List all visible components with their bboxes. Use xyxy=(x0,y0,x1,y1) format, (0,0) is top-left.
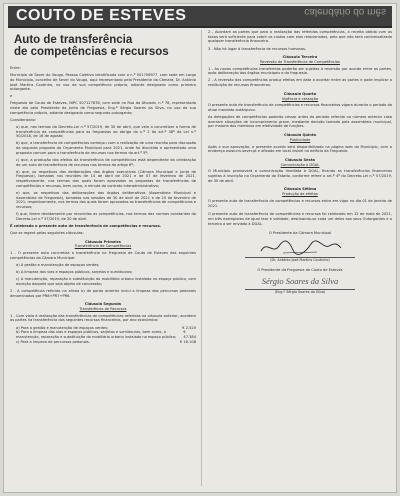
document-title xyxy=(14,34,196,58)
section-title: COUTO DE ESTEVES xyxy=(16,7,187,24)
clause-heading: Publicidade xyxy=(289,137,311,142)
clause-heading: Produção de efeitos xyxy=(282,192,318,197)
amount-label: c) Para a limpeza de percursos pedonais. xyxy=(16,339,90,344)
mayor-signature-image xyxy=(255,237,345,257)
celebration-statement: É celebrado o presente auto de transferência de competências e recursos. xyxy=(10,223,162,228)
newspaper-page xyxy=(3,3,397,493)
consideration-item: d) que, os respetivos das deliberações dos órgãos executivos (Câmara Municipal e Junta de Freguesia), tomadas nas reuniões de 14 de abril de 2021 e de 07 de fevereiro de 2021, respetivamente, nos termos dos quais foram aprovadas as propostas de transferências de competências e recursos, bem como, a minuta do contrato interadministrativo; xyxy=(16,169,196,188)
signer-role: O Presidente da Freguesia de Couto de Esteves xyxy=(257,267,343,272)
clause-paragraph: 3 - Não há lugar à transferência de recursos humanos. xyxy=(208,46,307,51)
clause-heading: Reversão da Transferência de Competências xyxy=(260,59,340,64)
clause-paragraph: 2 - A competência referida na alínea b) do ponto anterior inclui a limpeza dos percursos pedonais denominados por PR8+PR7+PR6. xyxy=(10,288,196,298)
clause-paragraph: O presente auto de transferência de competências e recursos entra em vigor no dia 01 de janeiro de 2021. xyxy=(208,198,392,208)
title-line-2: de competências e recursos xyxy=(14,46,169,58)
clause-paragraph: 2 - Acordam as partes que para a realização das referidas competências, a receita obtida com as taxas será suficiente para cobrir os custos com elas relacionados, pelo que não será contratualizada qualquer transferência financeira. xyxy=(208,30,392,44)
parish-signature-image xyxy=(250,273,350,289)
second-party: Freguesia de Couto de Esteves, NIPC 507127878, com sede na Rua da Afurada, n.º 78, representada neste ato pelo Presidente da Junta de Freguesia, Eng.º Sérgio Soares da Silva, no uso da sua competência própria, adiante designado como segundo outorgante, xyxy=(10,101,196,115)
signer-role: O Presidente da Câmara Municipal xyxy=(268,231,332,236)
clause-paragraph: b) A limpeza das vias e espaços públicos, sarjetas e sumidouros; xyxy=(16,270,133,275)
clause-number: Cláusula Primeira xyxy=(85,239,121,244)
right-column xyxy=(208,30,392,488)
mayor-signature-block xyxy=(208,231,392,262)
connector-text: e xyxy=(10,94,13,99)
first-party: Município de Sever do Vouga, Pessoa Coletiva identificada com o n.º 501706977, com sede em Largo do Município, concelho de Sever do Vouga, aqui representado pelo Presidente da Câmara, Dr. António José Martins Coutinho, no uso da sua competência própria, adiante designado como primeiro outorgante, xyxy=(10,73,196,92)
clause-number: Cláusula Sexta xyxy=(285,157,315,162)
consideration-item: c) que, a produção dos efeitos da transferência de competências está dependente da celebração de um auto de transferência de recursos nos termos do artigo 6º; xyxy=(16,157,196,167)
clause-paragraph: c) A manutenção, reparação e substituição do mobiliário urbano instalado no espaço público, com exceção daquele que seja objeto de concessão; xyxy=(16,277,196,286)
clause-paragraph: 2 - A reversão das competências produz efeitos em data a acordar entre as partes e pode implicar a restituição de recursos financeiros. xyxy=(208,78,392,88)
consideration-item: b) que, a transferência de competências começou com a realização de uma reunião para discussão da segunda proposta do Orçamento Municipal para 2021, onde foi discutido e apresentado uma proposta comum para a transferência de recursos nos termos do art.º 5º; xyxy=(16,141,196,155)
clause-paragraph: 1 - O presente auto concretiza a transferência na Freguesia de Couto de Esteves das seguintes competências da Câmara Municipal: xyxy=(10,251,196,260)
clause-paragraph: O Município promoverá a comunicação imediata à DGAL, ficando as transferências financeiras sujeitas à inscrição no Orçamento do Estado, conforme refere o art.º 4º do Decreto-Lei n.º 57/2019, de 30 de abril. xyxy=(208,169,392,183)
show-through-text: calendário do mês xyxy=(304,6,386,17)
intro-text: Entre: xyxy=(10,66,21,70)
closing-statement: O presente auto de transferência de competências e recursos foi celebrado em 12 de maio de 2021, em três exemplares de igual teor e validade, destinando-se cada um deles aos seus Outorgantes e o terceiro a ser enviado à DGAL. xyxy=(208,212,392,226)
left-column xyxy=(10,30,196,488)
clause-number: Cláusula Quinta xyxy=(283,133,316,138)
consideration-item: a) que, nos termos do Decreto-Lei n.º 57/2019, de 30 de abril, que veio a concretizar a forma de transferência de competências para as freguesias ao abrigo do n.º 2 do art.º 38º da Lei n.º 50/2018, de 16 de agosto; xyxy=(16,124,196,139)
amount-label: a) Para a gestão e manutenção de espaços verdes; xyxy=(16,325,109,330)
clause-number: Cláusula Sétima xyxy=(283,187,317,192)
parish-signature-block xyxy=(208,268,392,295)
clause-heading: Vigência e cessação xyxy=(281,96,319,101)
clause-paragraph: a) A gestão e manutenção de espaços verdes; xyxy=(16,262,100,267)
amount-value: € 47.384 xyxy=(183,330,196,339)
consideration-item: f) que, foram devidamente por recorridos as competências, nos termos das normas constantes do Decreto-Lei n.º 57/2019, de 30 de abril. xyxy=(16,212,196,221)
clause-heading: Comunicação à DGAL xyxy=(280,162,320,167)
column-divider xyxy=(201,30,202,486)
signer-name: (Dr. António José Martins Coutinho) xyxy=(270,258,330,263)
clause-paragraph: 1 - As novas competências transferidas poderão ser sujeitas à reversão por acordo entre as partes, após deliberação dos órgãos municipais e da freguesia. xyxy=(208,66,392,76)
handwritten-signature-text: Sérgio Soares da Silva xyxy=(261,276,339,287)
clause-paragraph: Após a sua aprovação, o presente acordo será disponibilizado na página web do Município, com o endereço www.cm-sever.pt e afixado em local visível no edifício da Freguesia. xyxy=(208,144,392,154)
amount-row xyxy=(10,330,196,339)
signer-name: (Eng.º Sérgio Soares da Silva) xyxy=(274,290,326,295)
clause-paragraph: As delegações de competências poderão cessar antes do período referido no número anterior caso ocorram situações de incumprimento grave, mediante decisão tomada pela assembleia municipal, por maioria dos membros em efetividade de funções. xyxy=(208,115,392,129)
consideration-item: e) que, os respetivos das deliberações dos órgãos deliberativos (Assembleia Municipal e Assembleia de Freguesia), tomadas nas sessões de 30 de abril de 2021 e de 20 de fevereiro de 2021, respetivamente, nos termos dos quais foram aprovados as transferências de competências e recursos; xyxy=(16,190,196,210)
title-line-1: Auto de transferência xyxy=(14,34,133,46)
amount-label: b) Para a limpeza das vias e espaços públicos, sarjetas e sumidouros, bem como, a manutenção, reparação e substituição do mobiliário urbano instalado no espaço público; xyxy=(16,330,177,339)
amount-value: € 2.520 xyxy=(182,325,196,330)
clause-paragraph: 1 - Com vista à realização das transferências de competências referidas na cláusula anterior, acordam as partes na transferência dos seguintes recursos financeiros, por ano económico: xyxy=(10,313,196,323)
considering-label: Considerando: xyxy=(10,117,36,122)
amount-row xyxy=(10,340,196,345)
clause-paragraph: O presente auto de transferência de competências e recursos financeiros vigora durante o período do atual mandato autárquico. xyxy=(208,103,392,112)
clause-number: Cláusula Quarta xyxy=(283,91,317,96)
clause-heading: Transferência de Recursos xyxy=(79,307,127,312)
clause-heading: Transferência de Competências xyxy=(74,244,132,249)
ruled-by-text: Que se regerá pelas seguintes cláusulas: xyxy=(10,231,84,236)
clause-number: Cláusula Segunda xyxy=(84,302,122,307)
amount-value: € 18.108 xyxy=(179,339,196,344)
section-banner xyxy=(8,6,392,28)
clause-number: Cláusula Terceira xyxy=(282,55,318,60)
